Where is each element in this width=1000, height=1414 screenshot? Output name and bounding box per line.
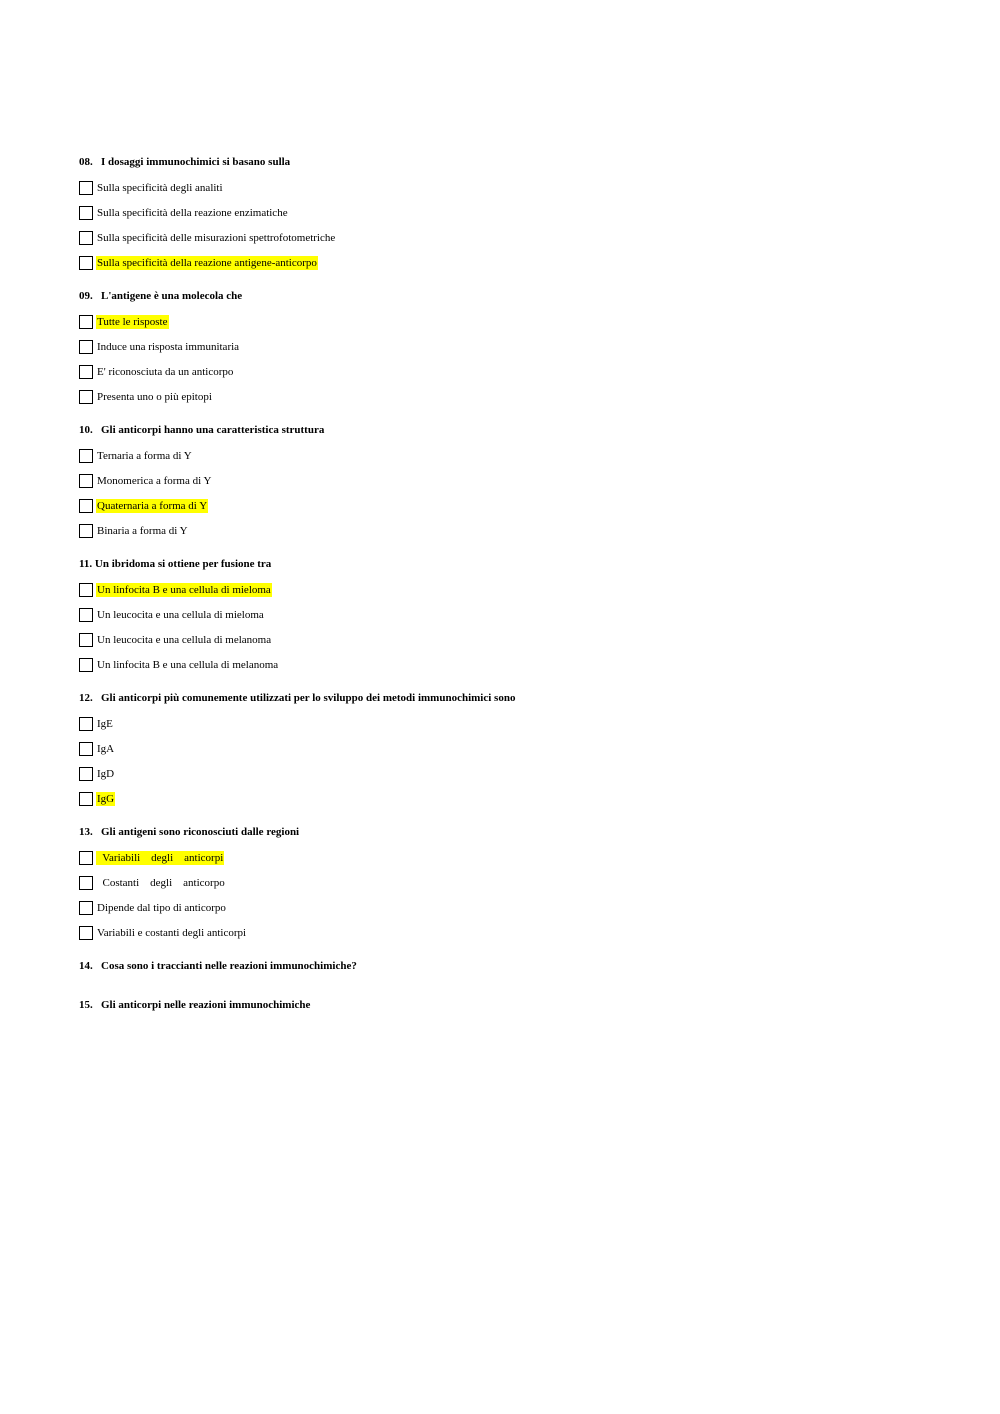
answer-checkbox[interactable] bbox=[79, 583, 93, 597]
answer-checkbox[interactable] bbox=[79, 340, 93, 354]
answer-option[interactable] bbox=[79, 920, 959, 945]
answer-label: IgD bbox=[97, 767, 115, 780]
answer-options bbox=[79, 309, 959, 409]
question-spacer bbox=[79, 1015, 959, 1034]
answer-label: Un leucocita e una cellula di melanoma bbox=[97, 633, 272, 646]
question-title: 14. Cosa sono i traccianti nelle reazioni immunochimiche? bbox=[79, 960, 357, 972]
highlighted-answer-label: IgG bbox=[97, 792, 115, 805]
answer-label: IgA bbox=[97, 742, 115, 755]
answer-option[interactable] bbox=[79, 870, 959, 895]
answer-option[interactable] bbox=[79, 577, 959, 602]
answer-checkbox[interactable] bbox=[79, 767, 93, 781]
answer-checkbox[interactable] bbox=[79, 717, 93, 731]
answer-option[interactable] bbox=[79, 895, 959, 920]
question-block bbox=[79, 420, 959, 543]
highlighted-answer-label: Un linfocita B e una cellula di mieloma bbox=[97, 583, 271, 596]
answer-option[interactable] bbox=[79, 225, 959, 250]
highlighted-answer-label: Tutte le risposte bbox=[97, 315, 168, 328]
answer-checkbox[interactable] bbox=[79, 901, 93, 915]
answer-label: Binaria a forma di Y bbox=[97, 524, 188, 537]
question-title: 12. Gli anticorpi più comunemente utilizzati per lo sviluppo dei metodi immunochimici sono bbox=[79, 692, 516, 704]
question-title: 13. Gli antigeni sono riconosciuti dalle regioni bbox=[79, 826, 300, 838]
answer-option[interactable] bbox=[79, 627, 959, 652]
answer-option[interactable] bbox=[79, 334, 959, 359]
question-block bbox=[79, 956, 959, 995]
answer-checkbox[interactable] bbox=[79, 742, 93, 756]
answer-label: Dipende dal tipo di anticorpo bbox=[97, 901, 226, 914]
quiz-document bbox=[79, 152, 959, 1034]
question-title: 09. L'antigene è una molecola che bbox=[79, 290, 243, 302]
answer-label: Ternaria a forma di Y bbox=[97, 449, 192, 462]
answer-options bbox=[79, 845, 959, 945]
answer-label: Variabili e costanti degli anticorpi bbox=[97, 926, 247, 939]
answer-option[interactable] bbox=[79, 711, 959, 736]
answer-label: Sulla specificità degli analiti bbox=[97, 181, 223, 194]
question-title: 15. Gli anticorpi nelle reazioni immunochimiche bbox=[79, 999, 311, 1011]
answer-option[interactable] bbox=[79, 384, 959, 409]
answer-option[interactable] bbox=[79, 443, 959, 468]
answer-option[interactable] bbox=[79, 250, 959, 275]
answer-option[interactable] bbox=[79, 359, 959, 384]
answer-label: IgE bbox=[97, 717, 113, 730]
answer-option[interactable] bbox=[79, 845, 959, 870]
answer-label: Induce una risposta immunitaria bbox=[97, 340, 240, 353]
question-block bbox=[79, 995, 959, 1034]
answer-checkbox[interactable] bbox=[79, 315, 93, 329]
answer-checkbox[interactable] bbox=[79, 658, 93, 672]
answer-checkbox[interactable] bbox=[79, 851, 93, 865]
answer-option[interactable] bbox=[79, 200, 959, 225]
answer-checkbox[interactable] bbox=[79, 608, 93, 622]
answer-checkbox[interactable] bbox=[79, 474, 93, 488]
answer-checkbox[interactable] bbox=[79, 792, 93, 806]
answer-option[interactable] bbox=[79, 493, 959, 518]
answer-option[interactable] bbox=[79, 761, 959, 786]
answer-options bbox=[79, 443, 959, 543]
answer-checkbox[interactable] bbox=[79, 926, 93, 940]
answer-option[interactable] bbox=[79, 468, 959, 493]
answer-option[interactable] bbox=[79, 736, 959, 761]
answer-label: Presenta uno o più epitopi bbox=[97, 390, 212, 403]
answer-checkbox[interactable] bbox=[79, 449, 93, 463]
answer-options bbox=[79, 577, 959, 677]
answer-checkbox[interactable] bbox=[79, 206, 93, 220]
answer-option[interactable] bbox=[79, 652, 959, 677]
answer-options bbox=[79, 175, 959, 275]
answer-checkbox[interactable] bbox=[79, 876, 93, 890]
answer-option[interactable] bbox=[79, 786, 959, 811]
question-block bbox=[79, 822, 959, 945]
question-block bbox=[79, 688, 959, 811]
answer-option[interactable] bbox=[79, 602, 959, 627]
answer-checkbox[interactable] bbox=[79, 231, 93, 245]
question-title: 11. Un ibridoma si ottiene per fusione tra bbox=[79, 558, 272, 570]
answer-options bbox=[79, 711, 959, 811]
question-title: 08. I dosaggi immunochimici si basano sulla bbox=[79, 156, 291, 168]
answer-label: Un leucocita e una cellula di mieloma bbox=[97, 608, 264, 621]
answer-label: Costanti degli anticorpo bbox=[97, 876, 225, 889]
answer-label: Un linfocita B e una cellula di melanoma bbox=[97, 658, 279, 671]
answer-checkbox[interactable] bbox=[79, 390, 93, 404]
answer-label: E' riconosciuta da un anticorpo bbox=[97, 365, 234, 378]
question-block bbox=[79, 554, 959, 677]
question-block bbox=[79, 152, 959, 275]
answer-option[interactable] bbox=[79, 518, 959, 543]
highlighted-answer-label: Variabili degli anticorpi bbox=[97, 851, 224, 864]
question-block bbox=[79, 286, 959, 409]
answer-checkbox[interactable] bbox=[79, 365, 93, 379]
answer-checkbox[interactable] bbox=[79, 256, 93, 270]
answer-label: Sulla specificità delle misurazioni spettrofotometriche bbox=[97, 231, 336, 244]
answer-checkbox[interactable] bbox=[79, 524, 93, 538]
answer-option[interactable] bbox=[79, 175, 959, 200]
answer-option[interactable] bbox=[79, 309, 959, 334]
answer-checkbox[interactable] bbox=[79, 499, 93, 513]
answer-label: Sulla specificità della reazione enzimatiche bbox=[97, 206, 288, 219]
highlighted-answer-label: Quaternaria a forma di Y bbox=[97, 499, 208, 512]
answer-checkbox[interactable] bbox=[79, 633, 93, 647]
answer-checkbox[interactable] bbox=[79, 181, 93, 195]
question-title: 10. Gli anticorpi hanno una caratteristica struttura bbox=[79, 424, 325, 436]
answer-label: Monomerica a forma di Y bbox=[97, 474, 212, 487]
question-spacer bbox=[79, 976, 959, 995]
highlighted-answer-label: Sulla specificità della reazione antigene-anticorpo bbox=[97, 256, 317, 269]
